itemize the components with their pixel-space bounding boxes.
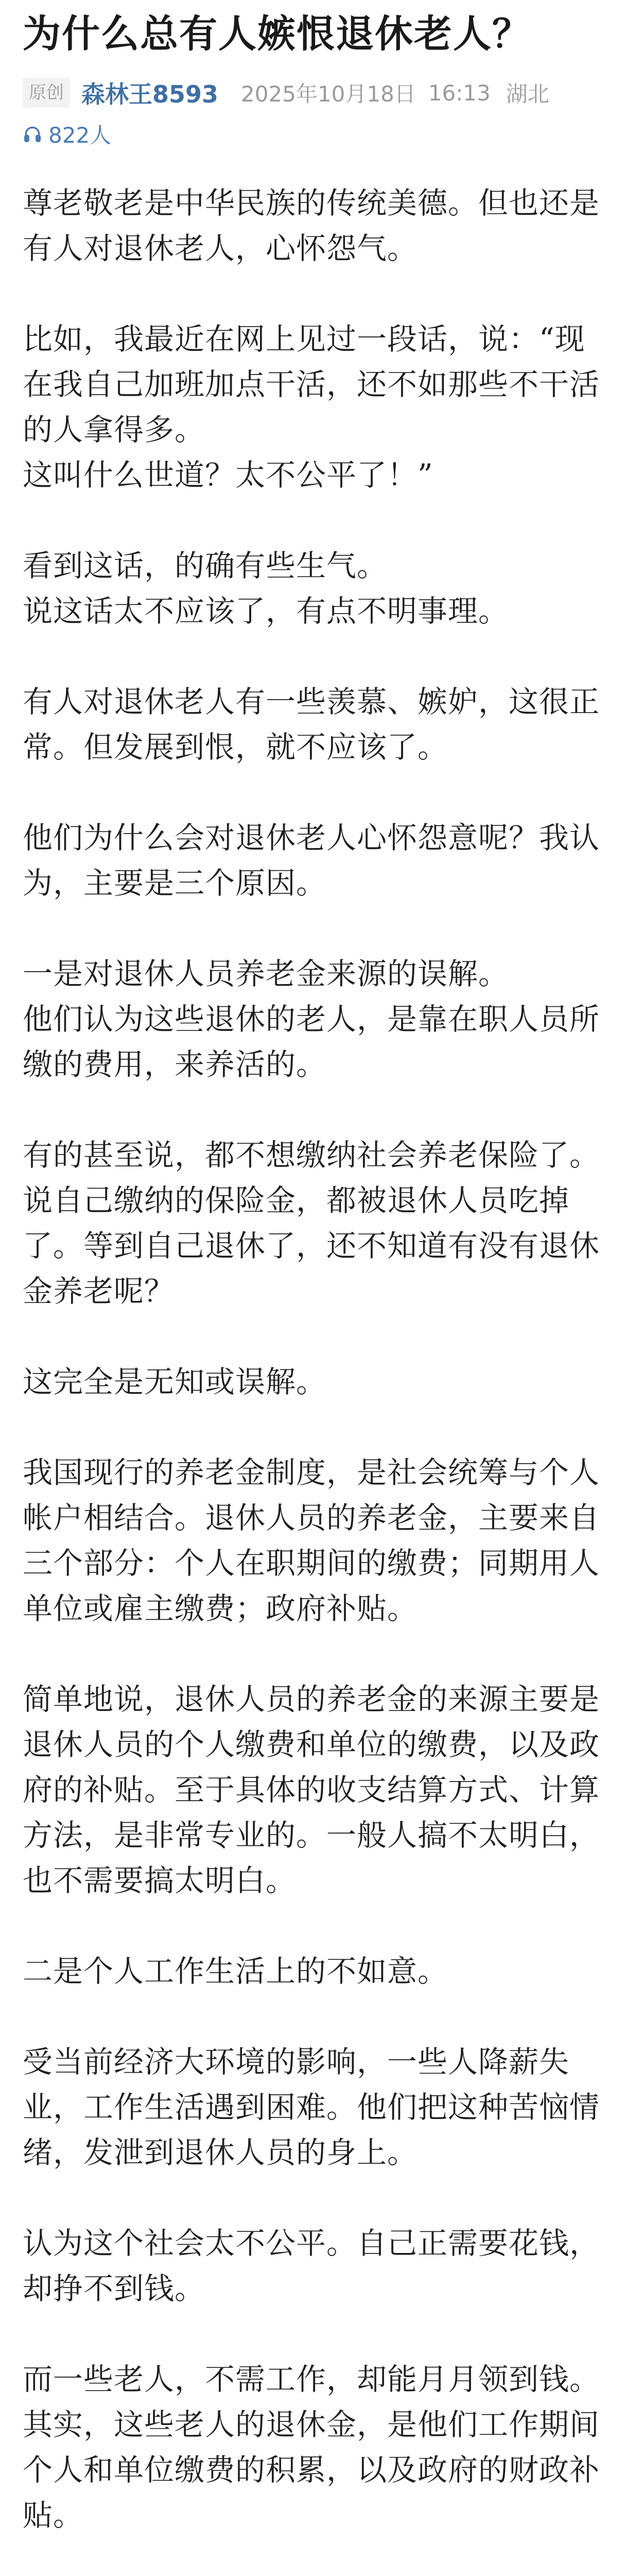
publish-time: 16:13 [428,80,491,106]
author-name[interactable]: 森林王8593 [81,80,219,108]
paragraph: 受当前经济大环境的影响，一些人降薪失业，工作生活遇到困难。他们把这种苦恼情绪，发泄到退休人员的身上。 [23,2044,600,2170]
headphones-icon [23,124,42,144]
paragraph: 有人对退休老人有一些羡慕、嫉妒，这很正常。但发展到恨，就不应该了。 [23,684,600,765]
paragraph: 有的甚至说，都不想缴纳社会养老保险了。说自己缴纳的保险金，都被退休人员吃掉了。等到自己退休了，还不知道有没有退休金养老呢？ [23,1138,600,1309]
paragraph: 认为这个社会太不公平。自己正需要花钱，却挣不到钱。 [23,2226,600,2306]
paragraph: 而一些老人，不需工作，却能月月领到钱。其实，这些老人的退休金，是他们工作期间个人和单位缴费的积累，以及政府的财政补贴。 [23,2362,600,2533]
paragraph: 这完全是无知或误解。 [23,1364,327,1399]
listen-button[interactable] [23,118,111,149]
listen-count: 822人 [48,123,112,148]
paragraph: 看到这话，的确有些生气。 说这话太不应该了，有点不明事理。 [23,548,509,629]
article-body [23,180,604,2576]
paragraph: 尊老敬老是中华民族的传统美德。但也还是有人对退休老人，心怀怨气。 [23,185,600,266]
paragraph: 一是对退休人员养老金来源的误解。 他们认为这些退休的老人，是靠在职人员所缴的费用，来养活的。 [23,956,600,1082]
paragraph: 比如，我最近在网上见过一段话，说：“现在我自己加班加点干活，还不如那些不干活的人拿得多。 这叫什么世道？太不公平了！” [23,321,600,493]
paragraph: 他们为什么会对退休老人心怀怨意呢？我认为，主要是三个原因。 [23,820,600,901]
article-title: 为什么总有人嫉恨退休老人？ [23,12,531,56]
paragraph: 我国现行的养老金制度，是社会统筹与个人帐户相结合。退休人员的养老金，主要来自三个部分：个人在职期间的缴费；同期用人单位或雇主缴费；政府补贴。 [23,1455,600,1626]
publish-location: 湖北 [506,81,549,107]
publish-date: 2025年10月18日 [241,81,416,107]
original-badge: 原创 [23,78,70,108]
paragraph: 二是个人工作生活上的不如意。 [23,1954,448,1989]
paragraph: 简单地说，退休人员的养老金的来源主要是退休人员的个人缴费和单位的缴费，以及政府的补贴。至于具体的收支结算方式、计算方法，是非常专业的。一般人搞不太明白，也不需要搞太明白。 [23,1682,600,1898]
article-meta [23,76,610,109]
